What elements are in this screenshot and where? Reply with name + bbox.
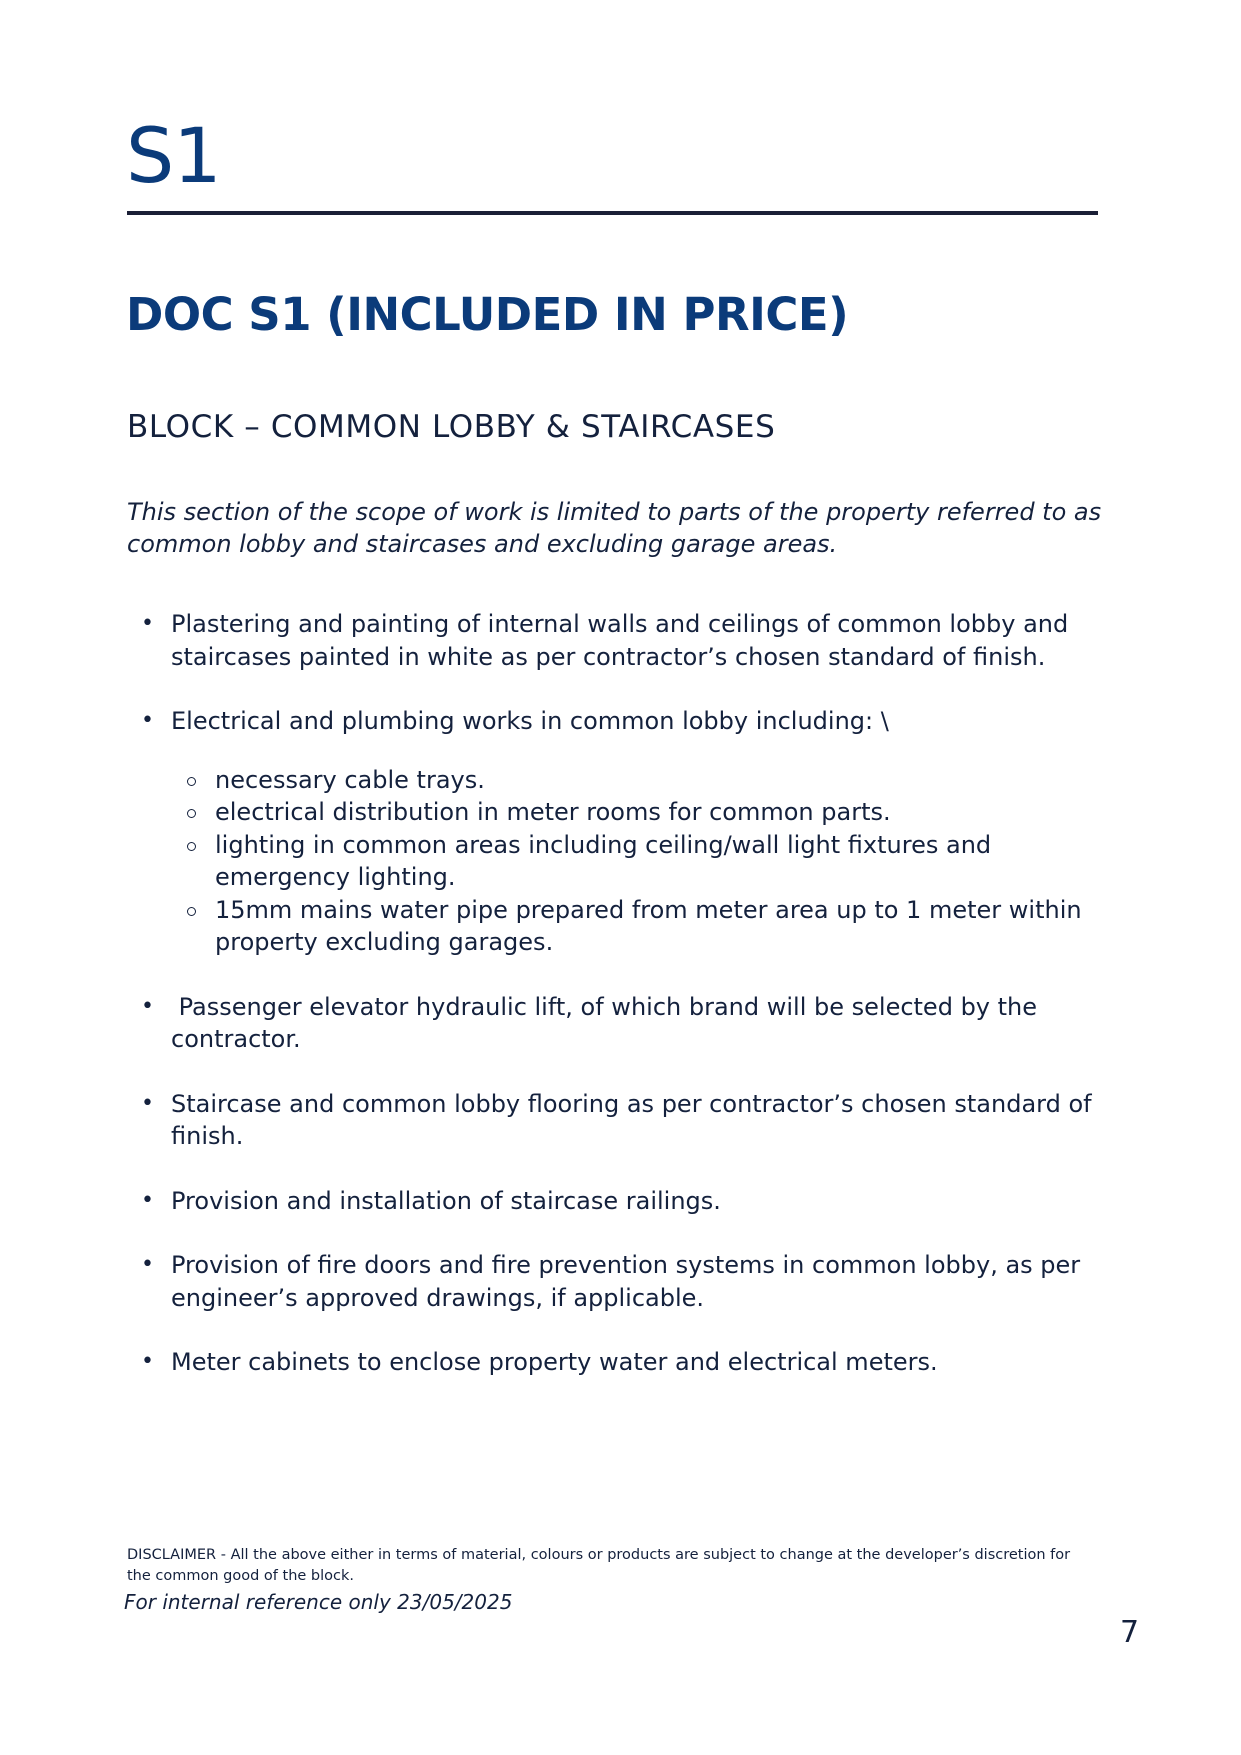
- list-item-text: Provision and installation of staircase railings.: [171, 1186, 721, 1215]
- list-item: [127, 991, 1112, 1056]
- list-item: [127, 608, 1112, 673]
- sub-list-item: electrical distribution in meter rooms for common parts.: [171, 796, 1112, 829]
- sub-list: [171, 764, 1112, 959]
- list-item: [127, 1346, 1112, 1379]
- list-item: [127, 1249, 1112, 1314]
- list-item-text: Staircase and common lobby flooring as per contractor’s chosen standard of finish.: [171, 1089, 1092, 1150]
- sub-list-item: necessary cable trays.: [171, 764, 1112, 797]
- sub-list-item: 15mm mains water pipe prepared from meter area up to 1 meter within property excluding garages.: [171, 894, 1112, 959]
- header-rule: [127, 211, 1098, 215]
- list-item-text: Passenger elevator hydraulic lift, of which brand will be selected by the contractor.: [171, 992, 1045, 1053]
- list-item: [127, 1185, 1112, 1218]
- list-item-text: Meter cabinets to enclose property water and electrical meters.: [171, 1348, 938, 1376]
- list-item-text: Plastering and painting of internal walls and ceilings of common lobby and staircases painted in white as per contractor’s chosen standard of finish.: [171, 610, 1069, 671]
- disclaimer: DISCLAIMER - All the above either in terms of material, colours or products are subject to change at the developer’s discretion for the common good of the block.: [127, 1547, 1071, 1584]
- block-title: BLOCK – COMMON LOBBY & STAIRCASES: [127, 409, 776, 445]
- page-number: 7: [1120, 1615, 1140, 1650]
- list-item: [127, 705, 1112, 959]
- section-code: S1: [126, 111, 221, 200]
- intro-paragraph: This section of the scope of work is limited to parts of the property referred to as common lobby and staircases and excluding garage areas.: [127, 498, 1102, 558]
- scope-list: [127, 608, 1112, 1411]
- list-item-text: Electrical and plumbing works in common lobby including: \: [171, 707, 889, 735]
- list-item: [127, 1088, 1112, 1153]
- internal-reference: For internal reference only 23/05/2025: [124, 1590, 513, 1614]
- doc-title: DOC S1 (INCLUDED IN PRICE): [126, 288, 849, 341]
- list-item-text: Provision of fire doors and fire prevention systems in common lobby, as per engineer’s approved drawings, if applicable.: [171, 1251, 1081, 1312]
- sub-list-item: lighting in common areas including ceiling/wall light fixtures and emergency lighting.: [171, 829, 1112, 894]
